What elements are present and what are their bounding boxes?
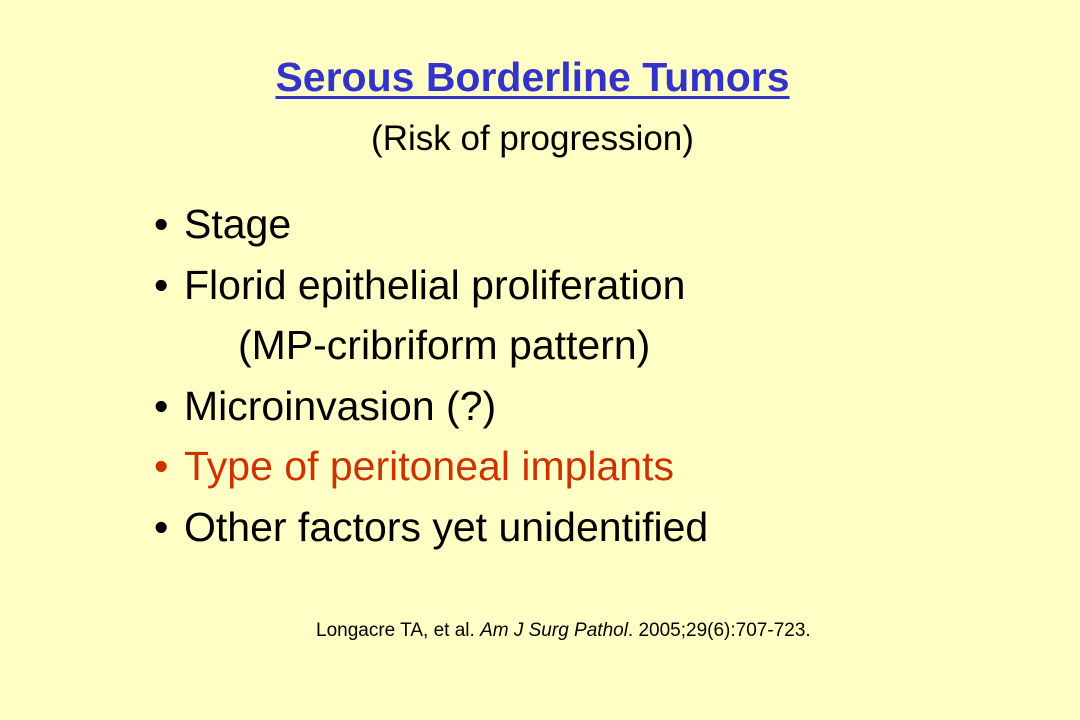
citation-details: . 2005;29(6):707-723. [627,620,811,641]
bullet-item-stage [154,194,708,255]
bullet-text: Type of peritoneal implants [184,443,674,489]
bullet-marker: • [154,261,169,308]
bullet-continuation-cribriform: (MP-cribriform pattern) [238,322,651,368]
bullet-marker: • [154,201,169,247]
bullet-marker: • [154,443,169,489]
citation-authors: Longacre TA, et al. [316,620,475,641]
bullet-marker: • [154,382,169,429]
bullet-text: Microinvasion (?) [184,382,497,429]
bullet-marker: • [154,503,169,550]
bullet-item-microinvasion [154,376,708,437]
citation [316,618,811,644]
bullet-text: Other factors yet unidentified [184,503,709,550]
bullet-item-peritoneal-implants [154,436,708,497]
bullet-item-florid-proliferation [154,255,708,316]
citation-journal: Am J Surg Pathol [480,620,628,641]
bullet-item-other-factors [154,497,708,558]
bullet-list [154,194,708,557]
bullet-text: Stage [184,201,292,247]
slide-subtitle: (Risk of progression) [371,119,694,158]
slide-title: Serous Borderline Tumors [275,54,790,100]
bullet-text: Florid epithelial proliferation [184,261,686,308]
